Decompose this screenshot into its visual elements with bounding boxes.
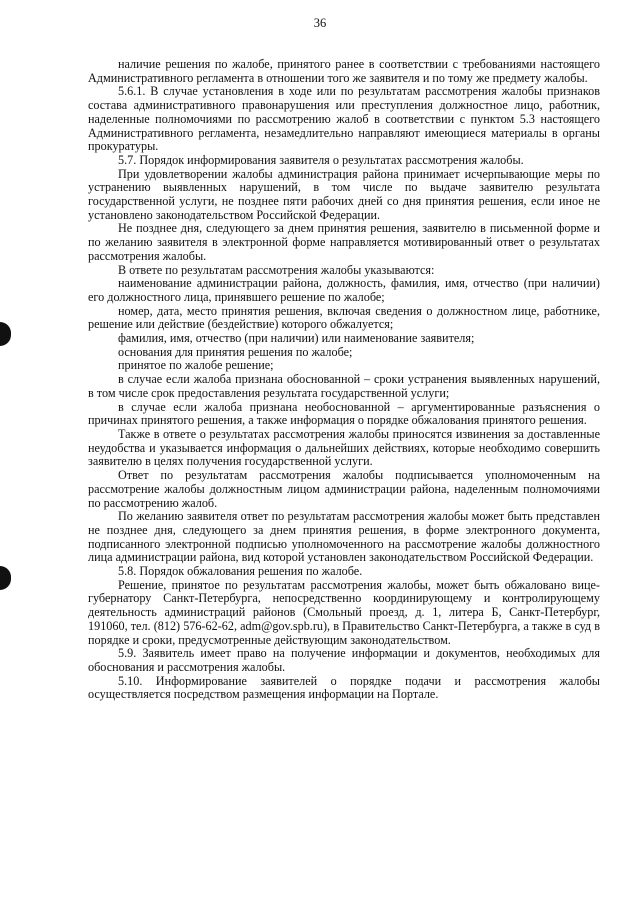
page-number: 36 <box>313 16 327 30</box>
paragraph: В ответе по результатам рассмотрения жалобы указываются: <box>118 262 435 277</box>
list-item: наименование администрации района, должность, фамилия, имя, отчество (при наличии) его должностного лица, принявшего решение по жалобе; <box>88 276 600 304</box>
list-item: в случае если жалоба признана обоснованной – сроки устранения выявленных нарушений, в том числе срок предоставления результата государственной услуги; <box>88 372 600 400</box>
paragraph: Также в ответе о результатах рассмотрения жалобы приносятся извинения за доставленные неудобства и указывается информация о дальнейших действиях, которые необходимо совершить заявителю в целях получения государственной услуги. <box>88 426 600 469</box>
document-body <box>88 58 600 702</box>
paragraph: Ответ по результатам рассмотрения жалобы подписывается уполномоченным на рассмотрение жалобы должностным лицом администрации района, наделенным полномочиями по рассмотрению жалоб. <box>88 468 600 510</box>
list-item: принятое по жалобе решение; <box>118 358 274 373</box>
paragraph: наличие решения по жалобе, принятого ранее в соответствии с требованиями настоящего Административного регламента в отношении того же заявителя и по тому же предмету жалобы. <box>88 57 600 85</box>
list-item: основания для принятия решения по жалобе; <box>118 344 353 359</box>
paragraph: 5.10. Информирование заявителей о порядке подачи и рассмотрения жалобы осуществляется посредством размещения информации на Портале. <box>88 673 600 702</box>
paragraph: При удовлетворении жалобы администрация района принимает исчерпывающие меры по устранению выявленных нарушений, в том числе по выдаче заявителю результата государственной услуги, не позднее пяти рабочих дней со дня принятия решения, если иное не установлено законодательством Российской Федерации. <box>88 166 600 222</box>
paragraph: По желанию заявителя ответ по результатам рассмотрения жалобы может быть представлен не позднее дня, следующего за днем принятия решения, в форме электронного документа, подписанного электронной подписью уполномоченного на рассмотрение жалобы должностного лица администрации района, вид которой установлен законодательством Российской Федерации. <box>88 509 600 565</box>
paragraph: 5.6.1. В случае установления в ходе или по результатам рассмотрения жалобы признаков состава административного правонарушения или преступления должностное лицо, работник, наделенные полномочиями по рассмотрению жалоб в соответствии с пунктом 5.3 настоящего Административного регламента, незамедлительно направляют имеющиеся материалы в органы прокуратуры. <box>88 84 600 154</box>
paragraph: Решение, принятое по результатам рассмотрения жалобы, может быть обжаловано вице-губернатору Санкт-Петербурга, непосредственно координирующему и контролирующему деятельность администраций районов (Смольный проезд, д. 1, литера Б, Санкт-Петербург, 191060, тел. (812) 576-62-62, adm@gov.spb.ru), в Правительство Санкт-Петербурга, а также в суд в порядке и сроки, предусмотренные действующим законодательством. <box>88 577 600 647</box>
punch-hole <box>0 322 11 346</box>
punch-hole <box>0 566 11 590</box>
list-item: в случае если жалоба признана необоснованной – аргументированные разъяснения о причинах принятого решения, а также информация о порядке обжалования принятого решения. <box>88 399 600 428</box>
paragraph: Не позднее дня, следующего за днем принятия решения, заявителю в письменной форме и по желанию заявителя в электронной форме направляется мотивированный ответ о результатах рассмотрения жалобы. <box>88 221 600 263</box>
section-heading: 5.7. Порядок информирования заявителя о результатах рассмотрения жалобы. <box>118 152 524 167</box>
list-item: номер, дата, место принятия решения, включая сведения о должностном лице, работнике, решение или действие (бездействие) которого обжалуется; <box>88 303 600 332</box>
paragraph: 5.9. Заявитель имеет право на получение информации и документов, необходимых для обоснования и рассмотрения жалобы. <box>88 646 600 674</box>
section-heading: 5.8. Порядок обжалования решения по жалобе. <box>118 564 363 579</box>
list-item: фамилия, имя, отчество (при наличии) или наименование заявителя; <box>118 331 475 346</box>
